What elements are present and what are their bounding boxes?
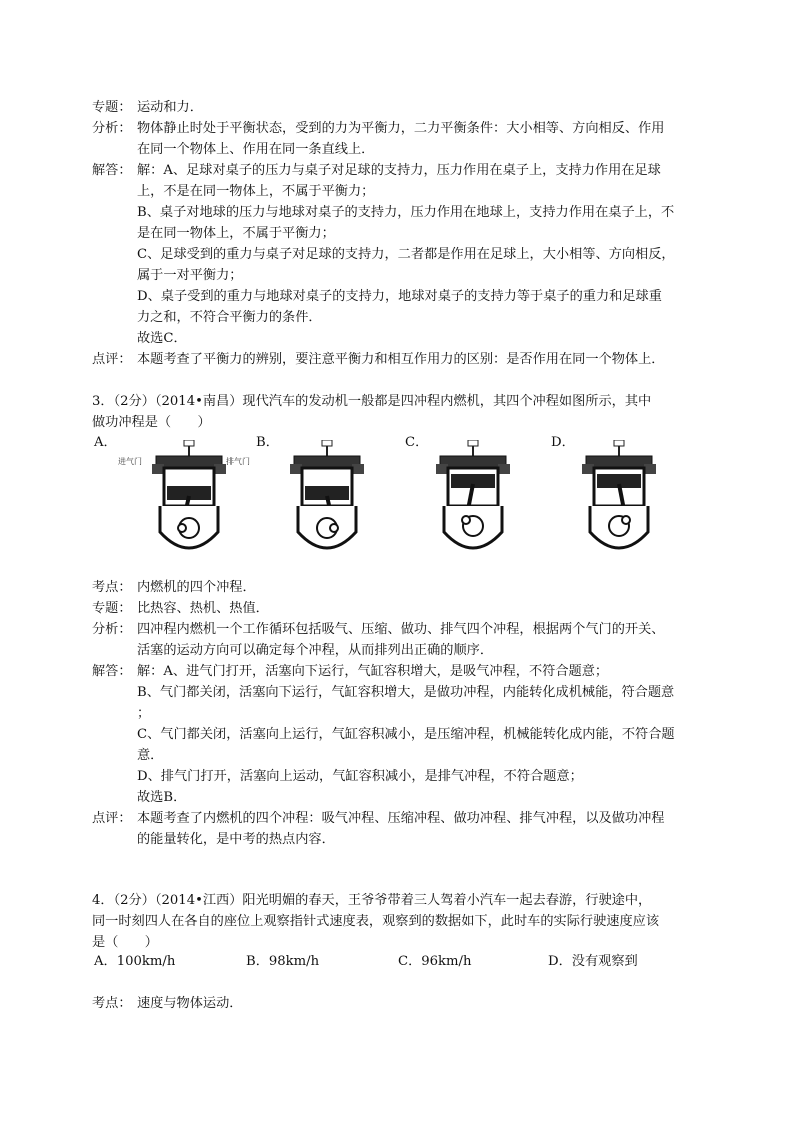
text: 上，不是在同一物体上，不属于平衡力； [137, 184, 375, 199]
q4-stem-line: 是（ ） [92, 935, 158, 950]
text: 四冲程内燃机一个工作循环包括吸气、压缩、做功、排气四个冲程，根据两个气门的开关、 [137, 622, 665, 637]
text: ； [137, 706, 151, 721]
exhaust-valve-label: 排气门 [226, 457, 250, 466]
text: 物体静止时处于平衡状态，受到的力为平衡力，二力平衡条件：大小相等、方向相反、作用 [137, 121, 665, 136]
text: 解：A、进气门打开，活塞向下运行，气缸容积增大，是吸气冲程，不符合题意； [137, 664, 609, 679]
text: 意． [137, 748, 164, 763]
label: 分析： [92, 622, 132, 637]
text: C、足球受到的重力与桌子对足球的支持力，二者都是作用在足球上，大小相等、方向相反， [137, 247, 675, 262]
text: C、气门都关闭，活塞向上运行，气缸容积减小，是压缩冲程，机械能转化成内能，不符合题 [137, 727, 675, 742]
q3-stem-line: 做功冲程是（ ） [92, 415, 211, 430]
q3-stem-line: 3．（2分）（2014•南昌）现代汽车的发动机一般都是四冲程内燃机，其四个冲程如图所示，其中 [92, 394, 652, 409]
text: B、气门都关闭，活塞向下运行，气缸容积增大，是做功冲程，内能转化成机械能，符合题意 [137, 685, 675, 700]
text: D、排气门打开，活塞向上运动，气缸容积减小，是排气冲程，不符合题意； [137, 769, 583, 784]
option-c-label: C． [405, 435, 429, 450]
label: 考点： [92, 996, 132, 1011]
option-d-label: D． [551, 435, 575, 450]
text: 解：A、足球对桌子的压力与桌子对足球的支持力，压力作用在桌子上，支持力作用在足球 [137, 163, 661, 178]
q4-stem-line: 4．（2分）（2014•江西）阳光明媚的春天，王爷爷带着三人驾着小汽车一起去春游，行驶途中， [92, 893, 652, 908]
text: 运动和力． [137, 100, 203, 115]
intake-valve-label: 进气门 [118, 457, 142, 466]
option-a-label: A． [94, 435, 117, 450]
engine-figure-d [578, 440, 660, 560]
text: 活塞的运动方向可以确定每个冲程，从而排列出正确的顺序． [137, 643, 494, 658]
text: 本题考查了内燃机的四个冲程：吸气冲程、压缩冲程、做功冲程、排气冲程，以及做功冲程 [137, 811, 665, 826]
label: 考点： [92, 580, 132, 595]
label: 解答： [92, 163, 132, 178]
text: 在同一个物体上、作用在同一条直线上． [137, 142, 375, 157]
text: B、桌子对地球的压力与地球对桌子的支持力，压力作用在地球上，支持力作用在桌子上，不 [137, 205, 675, 220]
label: 分析： [92, 121, 132, 136]
label: 点评： [92, 352, 132, 367]
text: 力之和，不符合平衡力的条件． [137, 310, 322, 325]
text: 属于一对平衡力； [137, 268, 243, 283]
text: 故选B． [137, 790, 187, 805]
text: 速度与物体运动． [137, 996, 243, 1011]
label: 解答： [92, 664, 132, 679]
engine-figure-c [432, 440, 514, 560]
text: 本题考查了平衡力的辨别，要注意平衡力和相互作用力的区别：是否作用在同一个物体上． [137, 352, 665, 367]
choice-c: C．96km/h [398, 954, 472, 969]
text: 比热容、热机、热值． [137, 601, 269, 616]
engine-figure-a [148, 440, 230, 560]
text: 的能量转化，是中考的热点内容． [137, 832, 335, 847]
choice-b: B．98km/h [246, 954, 320, 969]
engine-figure-b [286, 440, 368, 560]
choice-d: D．没有观察到 [548, 954, 638, 969]
label: 专题： [92, 100, 132, 115]
text: D、桌子受到的重力与地球对桌子的支持力，地球对桌子的支持力等于桌子的重力和足球重 [137, 289, 662, 304]
choice-a: A．100km/h [94, 954, 176, 969]
option-b-label: B． [256, 435, 279, 450]
label: 专题： [92, 601, 132, 616]
text: 故选C． [137, 331, 187, 346]
label: 点评： [92, 811, 132, 826]
text: 是在同一物体上，不属于平衡力； [137, 226, 335, 241]
text: 内燃机的四个冲程． [137, 580, 256, 595]
q4-stem-line: 同一时刻四人在各自的座位上观察指针式速度表，观察到的数据如下，此时车的实际行驶速度应该 [92, 914, 660, 929]
